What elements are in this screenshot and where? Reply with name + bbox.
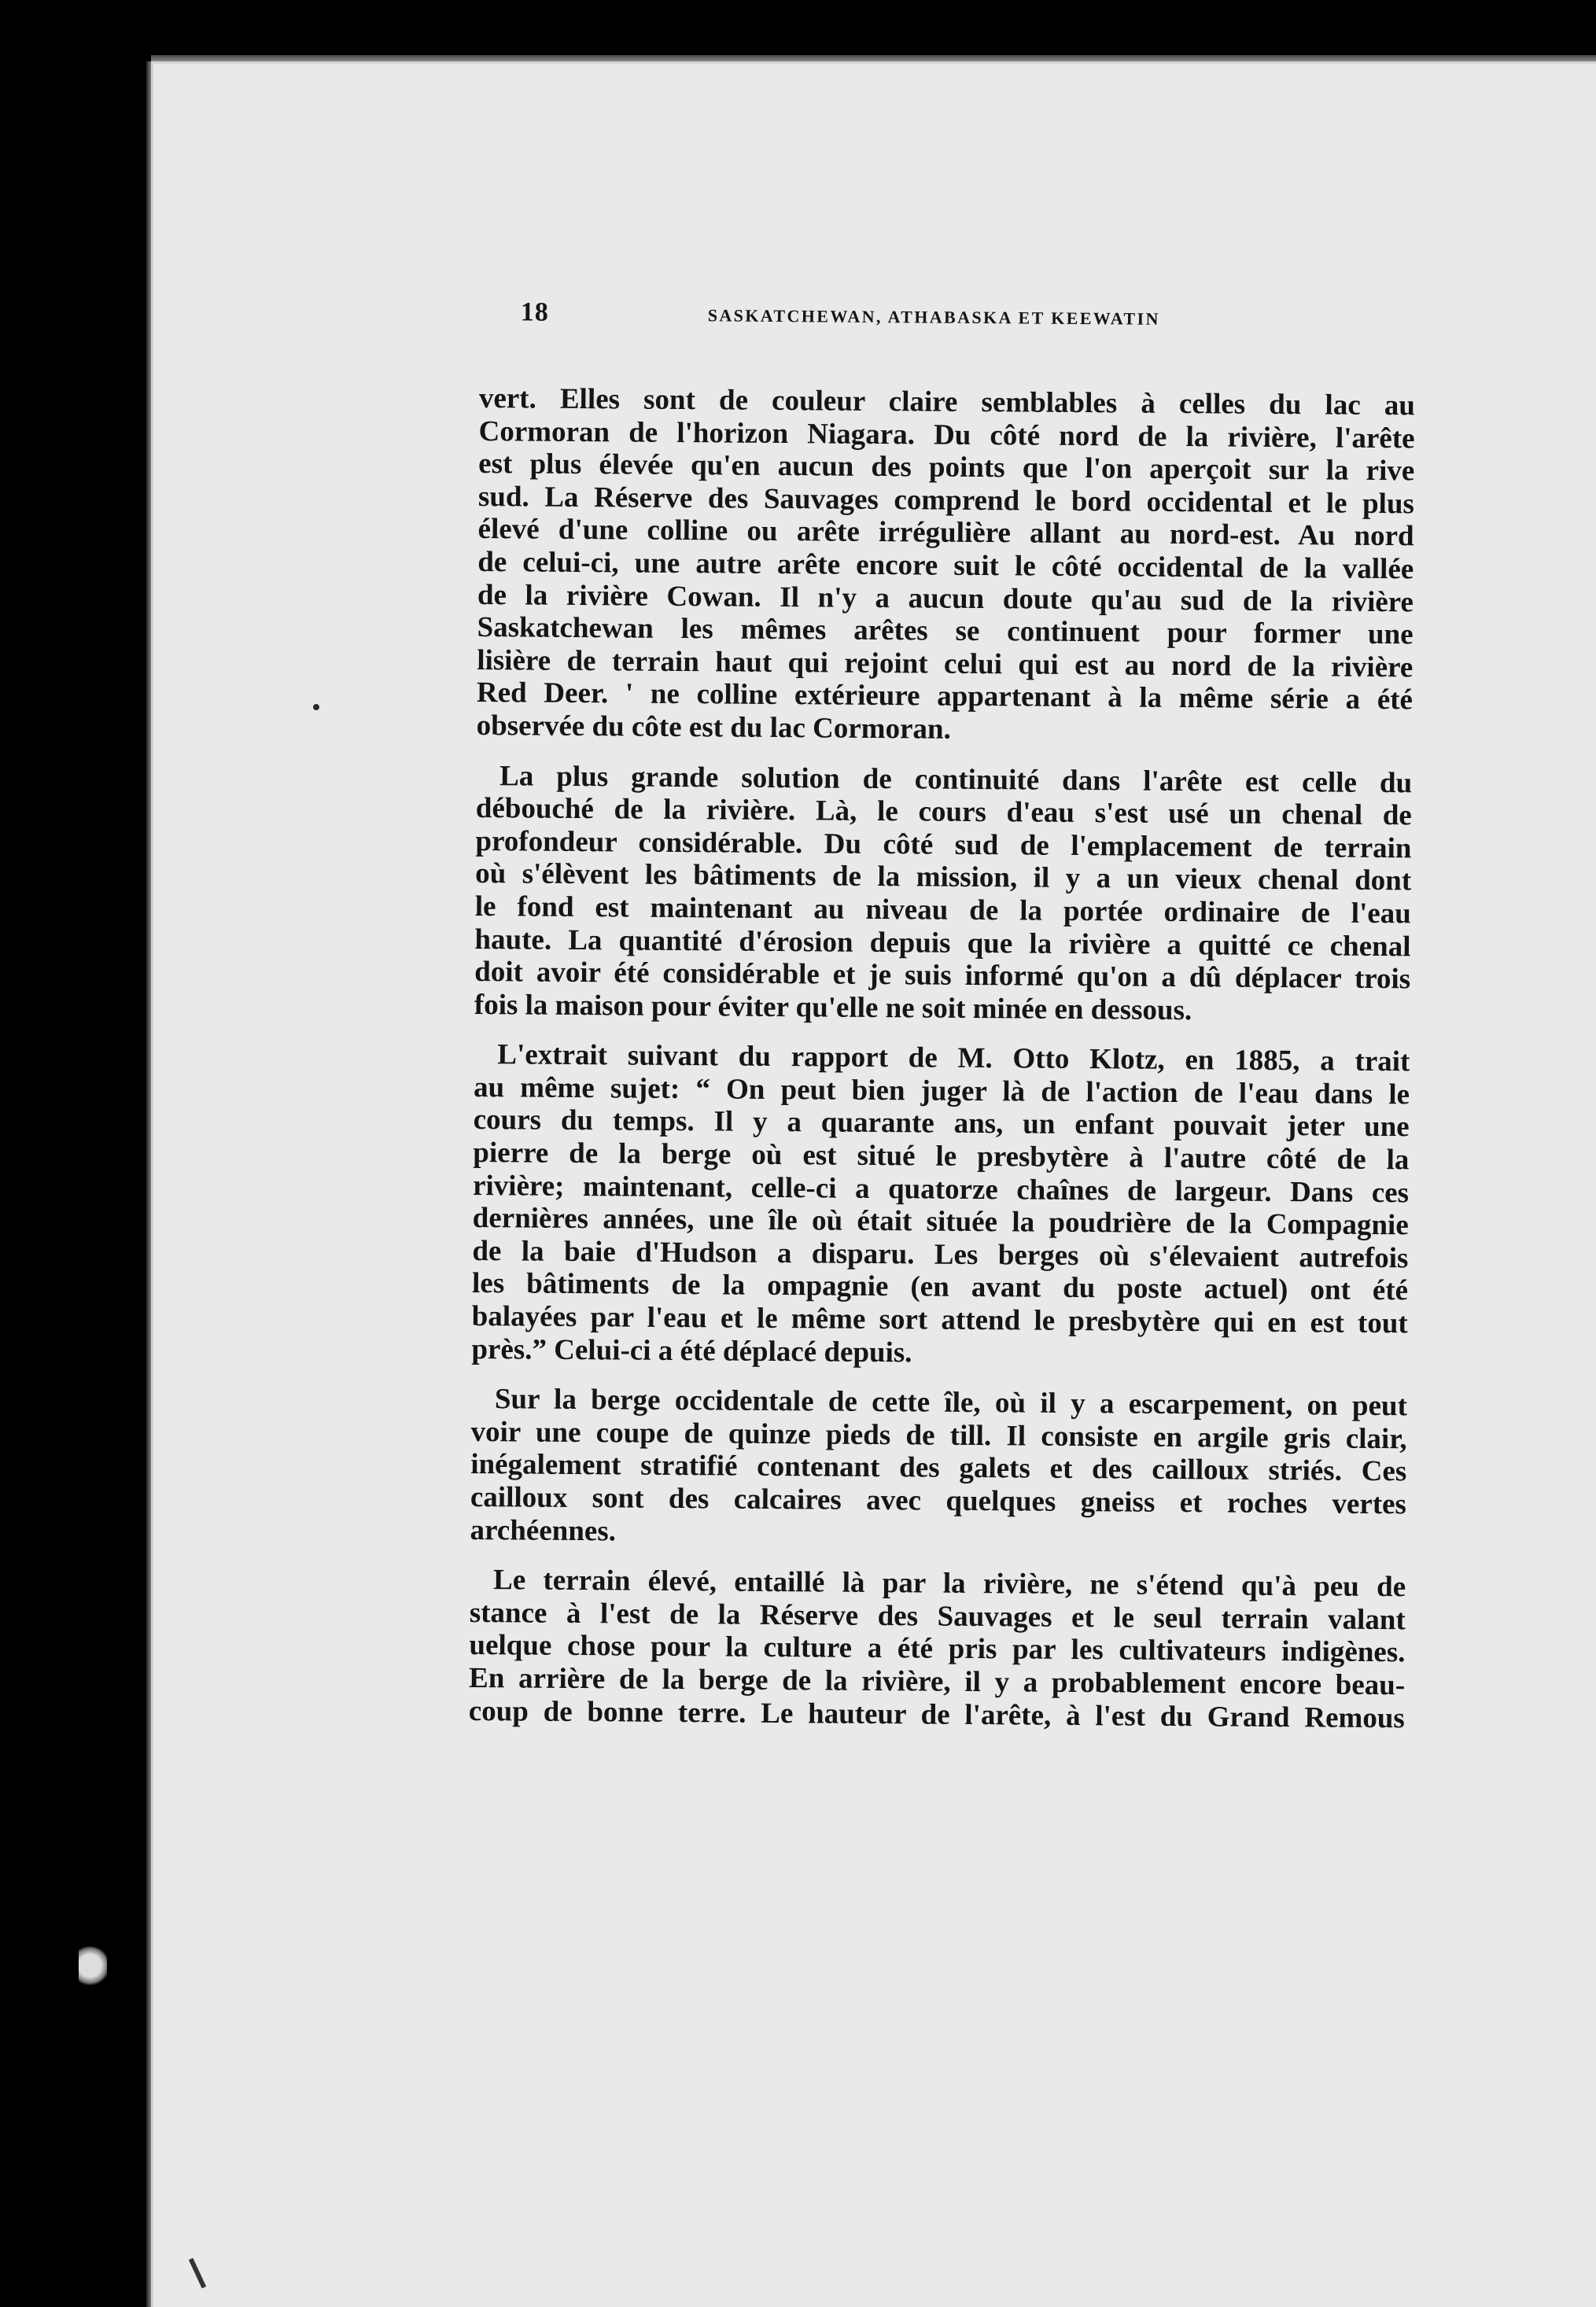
page-number: 18 <box>520 297 549 327</box>
text-line: observée du côte est du lac Cormoran. <box>476 709 952 746</box>
running-title: SASKATCHEWAN, ATHABASKA ET KEEWATIN <box>707 305 1160 329</box>
text-line: de la rivière Cowan. Il n'y a aucun doute qu'au sud de la rivière <box>477 578 1414 618</box>
text-line: cours du temps. Il y a quarante ans, un enfant pouvait jeter une <box>473 1104 1410 1144</box>
text-line: près.” Celui-ci a été déplacé depuis. <box>471 1332 912 1369</box>
text-line: cailloux sont des calcaires avec quelques gneiss et roches vertes <box>470 1480 1407 1521</box>
text-line: débouché de la rivière. Là, le cours d'eau s'est usé un chenal de <box>475 792 1412 832</box>
text-line: élevé d'une colline ou arête irrégulière allant au nord-est. Au nord <box>477 513 1414 553</box>
page-text-block <box>467 291 1416 1918</box>
text-line: sud. La Réserve des Sauvages comprend le bord occidental et le plus <box>477 480 1415 521</box>
text-line: La plus grande solution de continuité dans l'arête est celle du <box>499 759 1413 799</box>
text-line: inégalement stratifié contenant des galets et des cailloux striés. Ces <box>470 1448 1407 1488</box>
text-line: Red Deer. ' ne colline extérieure appartenant à la même série a été <box>476 676 1414 717</box>
paragraph <box>469 1564 1406 1734</box>
text-line: rivière; maintenant, celle-ci a quatorze chaînes de largeur. Dans ces <box>472 1169 1410 1209</box>
text-line: coup de bonne terre. Le hauteur de l'arête, à l'est du Grand Remous <box>468 1694 1405 1734</box>
binding-notch <box>79 1943 107 1988</box>
text-line: le fond est maintenant au niveau de la portée ordinaire de l'eau <box>474 890 1411 931</box>
text-line: stance à l'est de la Réserve des Sauvages et le seul terrain valant <box>469 1596 1406 1637</box>
text-line: haute. La quantité d'érosion depuis que la rivière a quitté ce chenal <box>474 923 1411 963</box>
text-line: archéennes. <box>470 1513 617 1548</box>
paragraph <box>476 382 1415 750</box>
text-line: où s'élèvent les bâtiments de la mission, il y a un vieux chenal dont <box>475 857 1412 897</box>
text-line: balayées par l'eau et le même sort attend le presbytère qui en est tout <box>471 1299 1408 1340</box>
text-line: Le terrain élevé, entaillé là par la rivière, ne s'étend qu'à peu de <box>492 1564 1406 1604</box>
paragraph <box>471 1038 1410 1373</box>
text-line: Cormoran de l'horizon Niagara. Du côté nord de la rivière, l'arête <box>478 415 1415 455</box>
scan-speck <box>313 704 319 710</box>
text-line: dernières années, une île où était située la poudrière de la Compagnie <box>472 1202 1409 1242</box>
text-line: lisière de terrain haut qui rejoint celui qui est au nord de la rivière <box>477 643 1414 684</box>
text-line: au même sujet: “ On peut bien juger là de l'action de l'eau dans le <box>473 1071 1410 1111</box>
text-line: de la baie d'Hudson a disparu. Les berges où s'élevaient autrefois <box>472 1234 1409 1275</box>
paragraph <box>470 1383 1407 1553</box>
text-line: voir une coupe de quinze pieds de till. Il consiste en argile gris clair, <box>470 1415 1407 1456</box>
text-line: vert. Elles sont de couleur claire semblables à celles du lac au <box>478 381 1416 422</box>
paragraph <box>474 760 1413 1029</box>
text-line: profondeur considérable. Du côté sud de l'emplacement de terrain <box>475 824 1412 865</box>
text-line: Saskatchewan les mêmes arêtes se continuent pour former une <box>477 611 1414 651</box>
running-head <box>480 291 1416 345</box>
text-line: de celui-ci, une autre arête encore suit le côté occidental de la vallée <box>477 545 1414 586</box>
text-line: doit avoir été considérable et je suis informé qu'on a dû déplacer trois <box>474 956 1411 996</box>
text-line: uelque chose pour la culture a été pris par les cultivateurs indigènes. <box>469 1629 1406 1669</box>
text-line: L'extrait suivant du rapport de M. Otto Klotz, en 1885, a trait <box>497 1038 1410 1078</box>
text-line: est plus élevée qu'en aucun des points que l'on aperçoit sur la rive <box>478 448 1415 488</box>
text-line: pierre de la berge où est situé le presbytère à l'autre côté de la <box>473 1137 1410 1177</box>
text-line: les bâtiments de la ompagnie (en avant du poste actuel) ont été <box>471 1267 1409 1307</box>
text-line: Sur la berge occidentale de cette île, où il y a escarpement, on peut <box>494 1383 1408 1423</box>
text-line: fois la maison pour éviter qu'elle ne soit minée en dessous. <box>474 988 1192 1026</box>
text-line: En arrière de la berge de la rivière, il y a probablement encore beau- <box>468 1661 1406 1702</box>
